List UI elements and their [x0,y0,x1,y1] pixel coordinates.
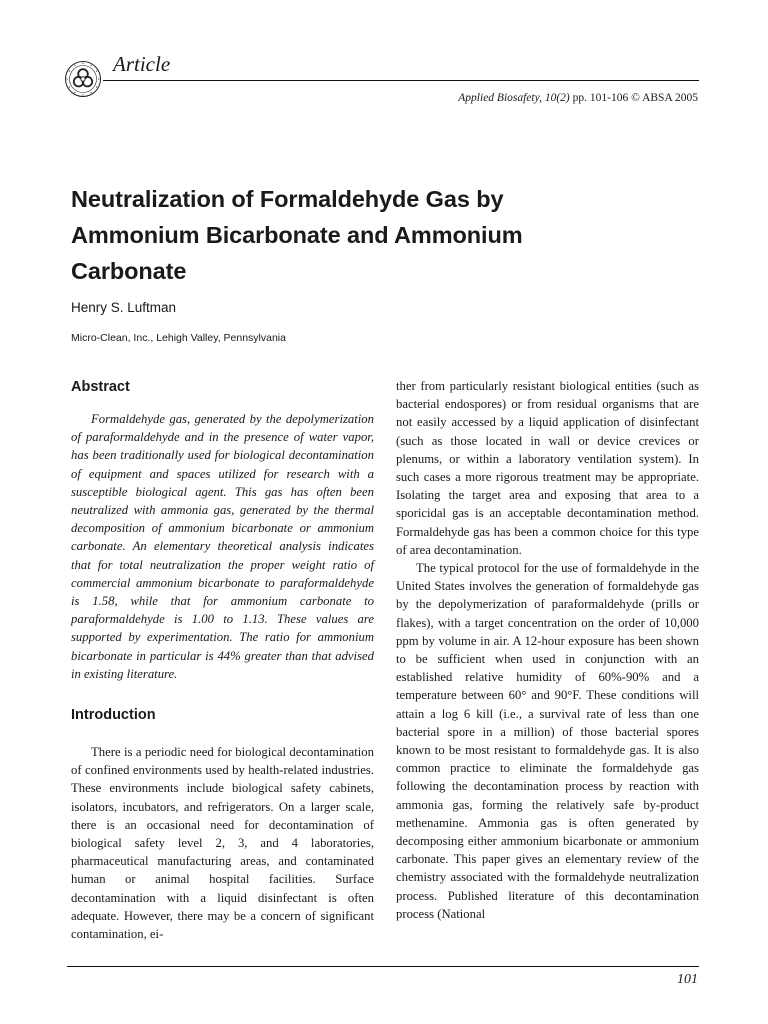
citation-volume: 10(2) [544,92,570,104]
biohazard-seal-icon [64,60,102,98]
author-affiliation: Micro-Clean, Inc., Lehigh Valley, Pennsylvania [71,332,286,344]
abstract-body: Formaldehyde gas, generated by the depolymerization of paraformaldehyde and in the presence of water vapor, has been traditionally used for biological decontamination of equipment and spaces utilized for research with a susceptible biological agent. This gas has often been neutralized with ammonia gas, generated by the thermal decomposition of ammonium bicarbonate or ammonium carbonate. An elementary theoretical analysis indicates that for total neutralization the proper weight ratio of commercial ammonium bicarbonate to paraformaldehyde is 1.58, while that for ammonium carbonate to paraformaldehyde is 1.00 to 1.13. These values are supported by experimentation. The ratio for ammonium bicarbonate in particular is 44% greater than that advised in existing literature. [71,412,374,681]
page-number: 101 [677,972,698,987]
author-name: Henry S. Luftman [71,300,177,315]
section-label: Article [113,52,171,76]
introduction-paragraph-2: The typical protocol for the use of formaldehyde in the United States involves the generation of formaldehyde gas by the depolymerization of paraformaldehyde (prills or flakes), with a target concentration on the order of 10,000 ppm by volume in air. A 12-hour exposure has been shown to be sufficient when used in conjunction with an established relative humidity of 60%-90% and a temperature between 60° and 90°F. These conditions will attain a log 6 kill (i.e., a survival rate of less than one bacterial spore in a million) of those bacterial spores known to be most resistant to formaldehyde gas. It is also common practice to eliminate the formaldehyde gas following the decontamination process by reaction with ammonia gas, forming the relatively safe by-product methenamine. Ammonia gas is often generated by decomposing either ammonium bicarbonate or ammonium carbonate. This paper gives an elementary review of the chemistry associated with the formaldehyde neutralization process. Published literature of this decontamination process (National [396,561,699,921]
abstract-heading: Abstract [71,379,130,395]
header-rule [103,80,699,81]
introduction-paragraph-1: There is a periodic need for biological decontamination of confined environments used by health-related industries. These environments include biological safety cabinets, isolators, incubators, and refrigerators. On a larger scale, there is an occasional need for decontamination of biological safety level 2, 3, and 4 laboratories, pharmaceutical manufacturing areas, and contaminated human or animal hospital facilities. Surface decontamination with a liquid disinfectant is often adequate. However, there may be a concern of significant contamination, ei- [71,745,374,942]
journal-citation [300,92,698,104]
citation-journal: Applied Biosafety, [458,92,542,104]
introduction-paragraph-1-continued: ther from particularly resistant biological entities (such as bacterial endospores) or from residual organisms that are not easily accessed by a liquid application of disinfectant (such as those located in wall or device crevices or plenums, or within a laboratory ventilation system). In such cases a more rigorous treatment may be appropriate. Isolating the target area and exposing that area to a sporicidal gas is an acceptable decontamination method. Formaldehyde gas has been a common choice for this type of area decontamination. [396,379,699,557]
footer-rule [67,966,699,967]
article-title: Neutralization of Formaldehyde Gas by Ammonium Bicarbonate and Ammonium Carbonate [71,186,523,284]
introduction-heading: Introduction [71,707,156,723]
right-column [396,377,699,923]
citation-pages-copyright: pp. 101-106 © ABSA 2005 [572,92,698,104]
